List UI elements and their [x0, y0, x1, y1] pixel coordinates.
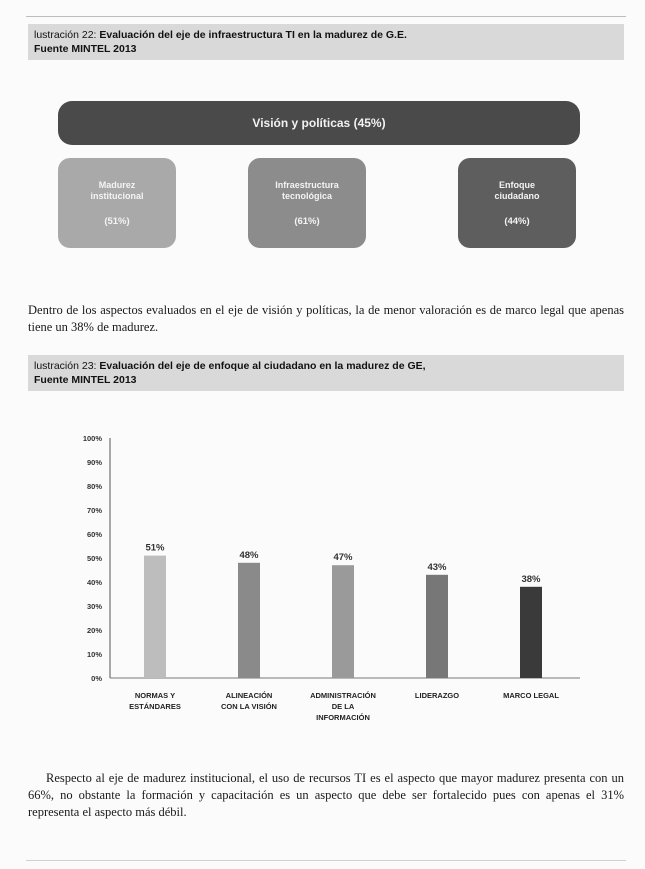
bottom-rule: [26, 860, 626, 861]
bar: [426, 575, 448, 678]
box-infra-name2: tecnológica: [281, 190, 332, 201]
box-infra-pct: (61%): [294, 215, 320, 227]
x-category-label: CON LA VISIÓN: [221, 702, 277, 711]
y-tick-label: 70%: [86, 506, 102, 515]
y-tick-label: 0%: [91, 674, 102, 683]
y-tick-label: 40%: [86, 578, 102, 587]
figure1-caption-title: Evaluación del eje de infraestructura TI en la madurez de G.E.: [99, 29, 407, 41]
bar: [332, 565, 354, 678]
box-madurez-name2: institucional: [90, 190, 144, 201]
bar: [238, 563, 260, 678]
figure1-caption: [28, 24, 624, 60]
figure2-caption-title: Evaluación del eje de enfoque al ciudadano en la madurez de GE,: [99, 360, 426, 372]
y-tick-label: 90%: [86, 458, 102, 467]
box-madurez-name1: Madurez: [98, 179, 136, 190]
box-enfoque-pct: (44%): [504, 215, 530, 227]
box-enfoque-name1: Enfoque: [499, 179, 535, 190]
bar-value-label: 47%: [333, 552, 353, 564]
figure1-source: Fuente MINTEL 2013: [34, 43, 137, 55]
y-tick-label: 60%: [86, 530, 102, 539]
bar: [144, 556, 166, 678]
paragraph-vision-politicas: Dentro de los aspectos evaluados en el eje de visión y políticas, la de menor valoración es de marco legal que apenas tiene un 38% de madurez.: [28, 303, 624, 334]
box-infra-name1: Infraestructura: [275, 179, 339, 190]
bar-value-label: 48%: [239, 549, 259, 561]
box-madurez-pct: (51%): [104, 215, 130, 227]
x-category-label: MARCO LEGAL: [503, 691, 559, 700]
top-rule: [26, 16, 626, 17]
bar-chart-enfoque-ciudadano: [60, 420, 600, 740]
vision-politicas-banner: Visión y políticas (45%): [58, 101, 580, 145]
bar: [520, 587, 542, 678]
box-enfoque-name2: ciudadano: [494, 190, 540, 201]
figure1-caption-prefix: lustración 22:: [34, 29, 97, 41]
y-tick-label: 10%: [86, 650, 102, 659]
x-category-label: LIDERAZGO: [414, 691, 460, 700]
x-category-label: ESTÁNDARES: [129, 702, 181, 711]
figure2-caption: [28, 355, 624, 391]
y-tick-label: 80%: [86, 482, 102, 491]
figure2-caption-prefix: lustración 23:: [34, 360, 97, 372]
box-infraestructura-tecnologica: [248, 158, 366, 248]
x-category-label: NORMAS Y: [134, 691, 176, 700]
x-category-label: DE LA: [331, 702, 355, 711]
bar-value-label: 38%: [521, 573, 541, 585]
y-tick-label: 100%: [82, 434, 102, 443]
x-category-label: INFORMACIÓN: [316, 713, 370, 722]
x-category-label: ADMINISTRACIÓN: [310, 691, 376, 700]
x-category-label: ALINEACIÓN: [225, 691, 273, 700]
y-tick-label: 20%: [86, 626, 102, 635]
bar-value-label: 51%: [145, 542, 165, 554]
y-tick-label: 50%: [86, 554, 102, 563]
box-enfoque-ciudadano: [458, 158, 576, 248]
bar-value-label: 43%: [427, 561, 447, 573]
box-madurez-institucional: [58, 158, 176, 248]
y-tick-label: 30%: [86, 602, 102, 611]
paragraph-madurez-institucional: Respecto al eje de madurez institucional, el uso de recursos TI es el aspecto que mayor madurez presenta con un 66%, no obstante la formación y capacitación es un aspecto que debe ser fortalecido pues con apenas el 31% representa el aspecto más débil.: [28, 771, 624, 819]
figure2-source: Fuente MINTEL 2013: [34, 374, 137, 386]
